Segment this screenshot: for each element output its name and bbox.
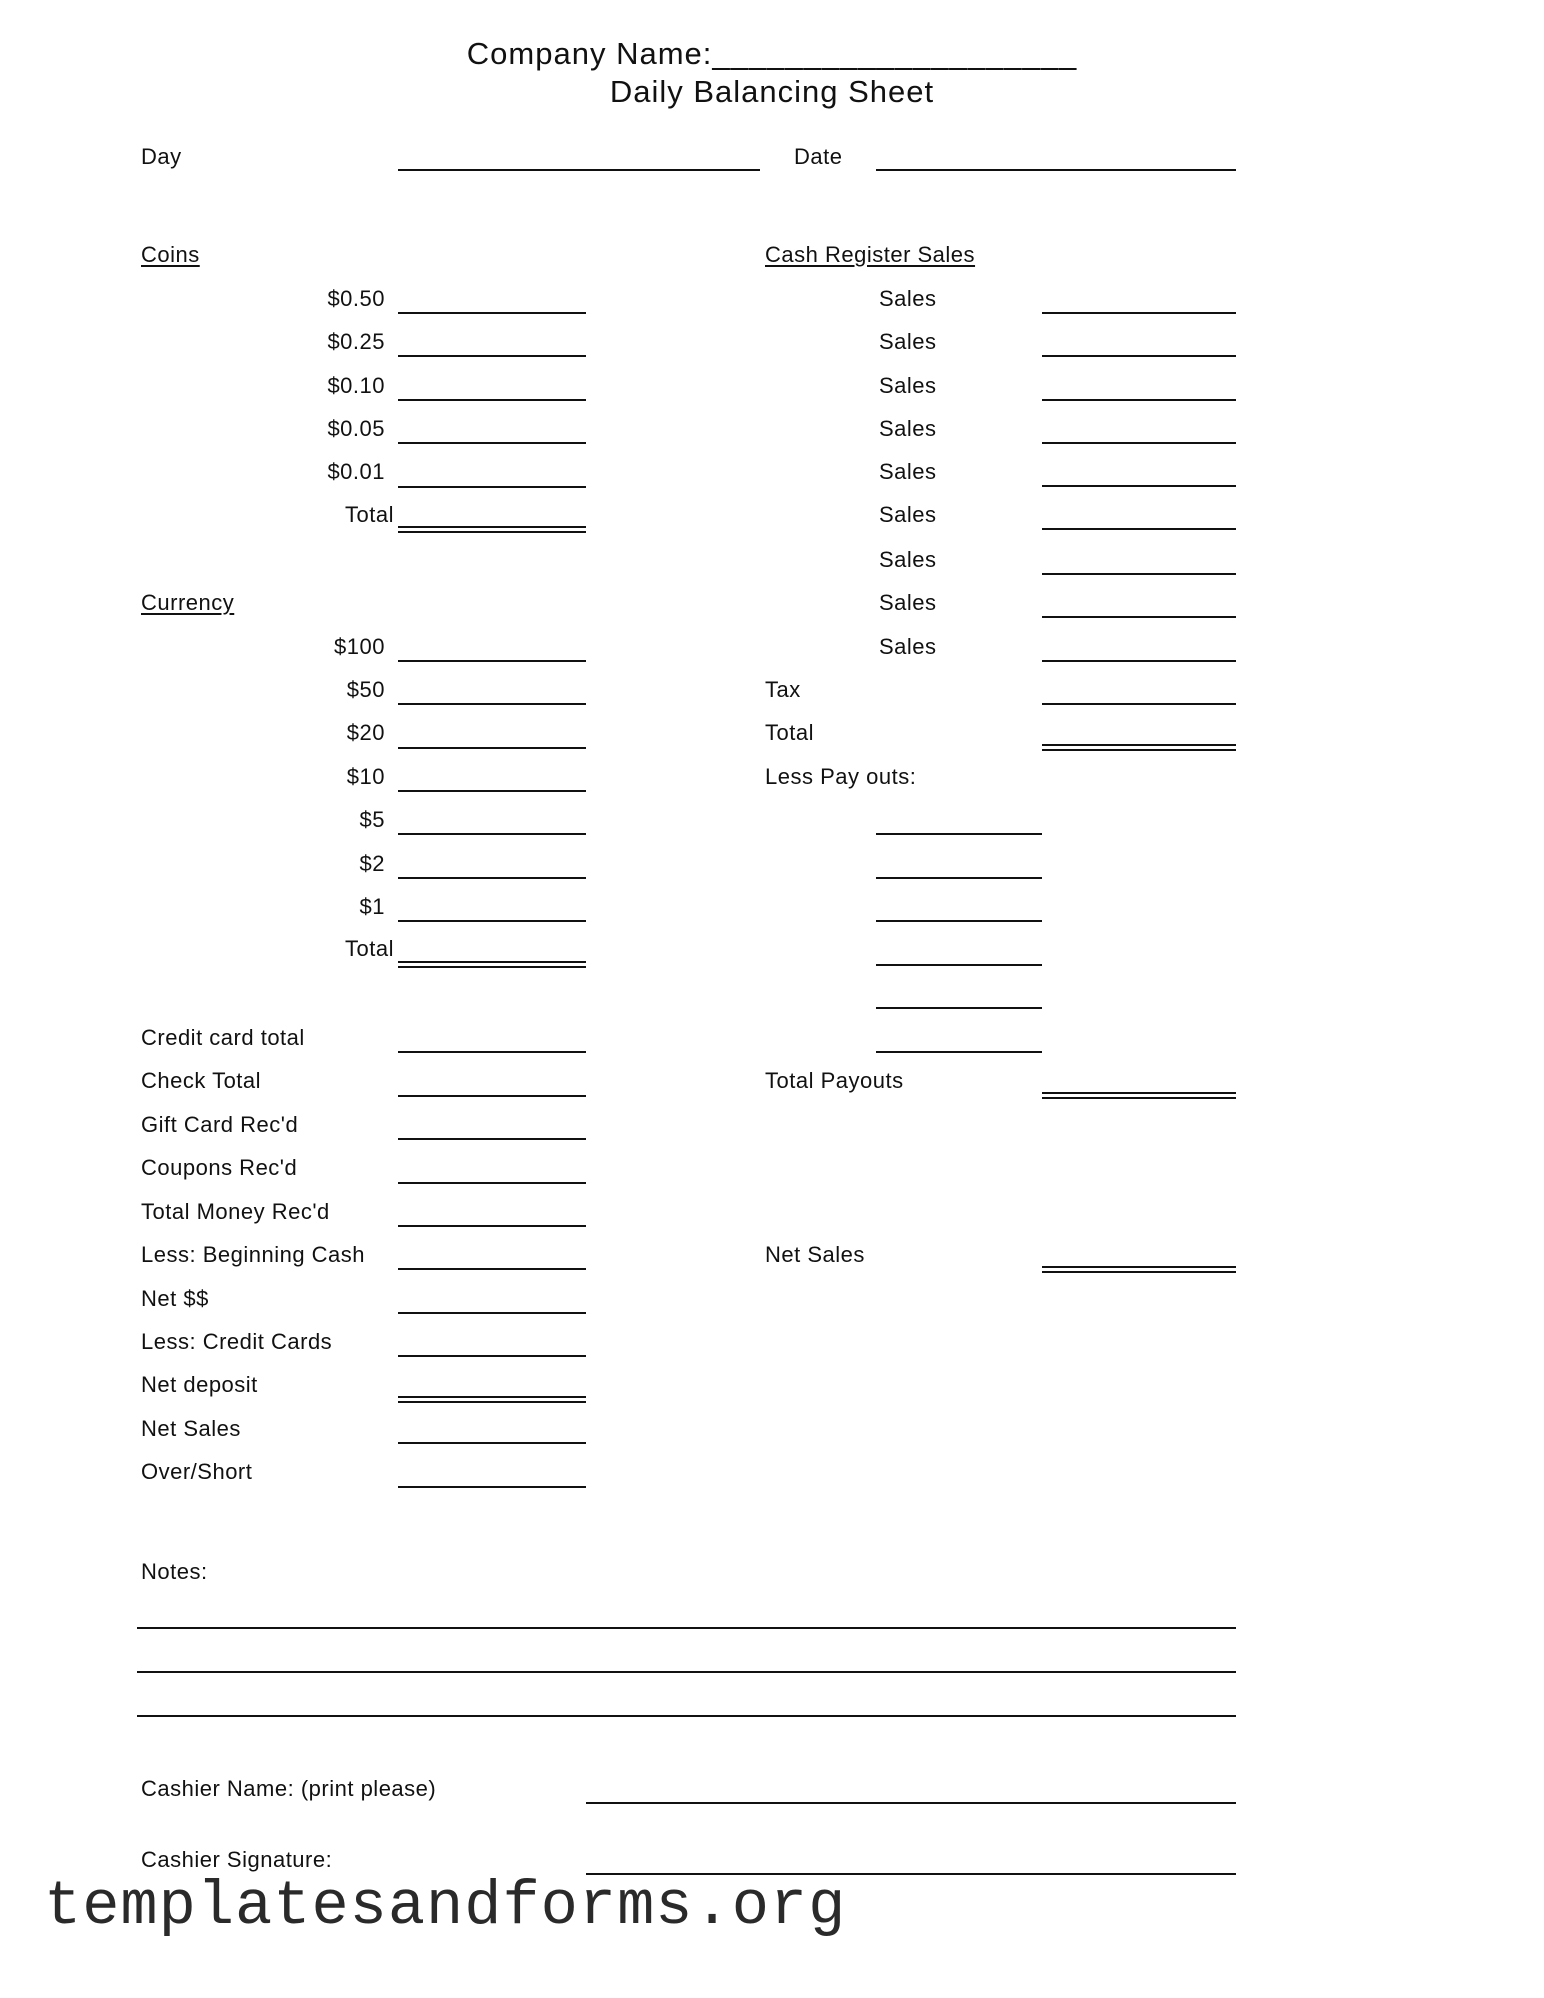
currency-amount-field[interactable] [398, 877, 586, 879]
company-name-heading: Company Name:____________________ [466, 36, 1078, 71]
net-sales-field[interactable] [1042, 1266, 1236, 1273]
watermark: templatesandforms.org [44, 1871, 847, 1942]
coin-denomination-label: $0.10 [327, 373, 385, 398]
sales-label: Sales [879, 416, 937, 441]
payout-field[interactable] [876, 833, 1042, 835]
sales-label: Sales [879, 329, 937, 354]
sales-label: Sales [879, 590, 937, 615]
currency-denomination-label: $2 [359, 851, 385, 876]
sales-field[interactable] [1042, 528, 1236, 530]
summary-label: Over/Short [141, 1459, 253, 1484]
notes-line[interactable] [137, 1627, 1236, 1629]
sales-label: Sales [879, 459, 937, 484]
currency-denomination-label: $1 [359, 894, 385, 919]
less-payouts-label: Less Pay outs: [765, 764, 917, 789]
coins-total-field[interactable] [398, 526, 586, 533]
summary-label: Coupons Rec'd [141, 1155, 298, 1180]
coin-denomination-label: $0.50 [327, 286, 385, 311]
currency-amount-field[interactable] [398, 833, 586, 835]
sales-label: Sales [879, 373, 937, 398]
payout-field[interactable] [876, 920, 1042, 922]
summary-label: Net Sales [141, 1416, 241, 1441]
sales-field[interactable] [1042, 399, 1236, 401]
summary-field[interactable] [398, 1051, 586, 1053]
day-label: Day [141, 144, 182, 169]
coin-amount-field[interactable] [398, 486, 586, 488]
sales-label: Sales [879, 547, 937, 572]
summary-field[interactable] [398, 1225, 586, 1227]
summary-label: Total Money Rec'd [141, 1199, 330, 1224]
currency-amount-field[interactable] [398, 747, 586, 749]
coins-heading: Coins [141, 242, 200, 267]
currency-total-field[interactable] [398, 961, 586, 968]
sales-field[interactable] [1042, 355, 1236, 357]
tax-field[interactable] [1042, 703, 1236, 705]
tax-label: Tax [765, 677, 801, 702]
sales-field[interactable] [1042, 485, 1236, 487]
currency-total-label: Total [345, 936, 394, 961]
summary-field[interactable] [398, 1312, 586, 1314]
currency-denomination-label: $5 [359, 807, 385, 832]
notes-line[interactable] [137, 1715, 1236, 1717]
net-sales-label: Net Sales [765, 1242, 865, 1267]
summary-field[interactable] [398, 1442, 586, 1444]
sales-label: Sales [879, 502, 937, 527]
cashier-name-label: Cashier Name: (print please) [141, 1776, 437, 1801]
payout-field[interactable] [876, 964, 1042, 966]
summary-field[interactable] [398, 1486, 586, 1488]
coin-amount-field[interactable] [398, 442, 586, 444]
sales-label: Sales [879, 634, 937, 659]
summary-label: Net $$ [141, 1286, 209, 1311]
currency-denomination-label: $50 [346, 677, 385, 702]
date-field[interactable] [876, 169, 1236, 171]
coins-total-label: Total [345, 502, 394, 527]
currency-amount-field[interactable] [398, 703, 586, 705]
notes-label: Notes: [141, 1559, 208, 1584]
summary-field[interactable] [398, 1095, 586, 1097]
coin-amount-field[interactable] [398, 312, 586, 314]
currency-denomination-label: $10 [346, 764, 385, 789]
summary-field[interactable] [398, 1138, 586, 1140]
net-deposit-field[interactable] [398, 1396, 586, 1403]
payout-field[interactable] [876, 877, 1042, 879]
summary-label: Check Total [141, 1068, 262, 1093]
sales-field[interactable] [1042, 442, 1236, 444]
summary-label: Less: Beginning Cash [141, 1242, 366, 1267]
summary-field[interactable] [398, 1355, 586, 1357]
sales-field[interactable] [1042, 312, 1236, 314]
sales-label: Sales [879, 286, 937, 311]
total-payouts-label: Total Payouts [765, 1068, 904, 1093]
currency-heading: Currency [141, 590, 235, 615]
coin-amount-field[interactable] [398, 399, 586, 401]
summary-field[interactable] [398, 1182, 586, 1184]
total-payouts-field[interactable] [1042, 1092, 1236, 1099]
sales-field[interactable] [1042, 660, 1236, 662]
summary-label: Gift Card Rec'd [141, 1112, 299, 1137]
payout-field[interactable] [876, 1051, 1042, 1053]
payout-field[interactable] [876, 1007, 1042, 1009]
summary-label: Net deposit [141, 1372, 258, 1397]
coin-denomination-label: $0.25 [327, 329, 385, 354]
register-total-field[interactable] [1042, 744, 1236, 751]
sales-field[interactable] [1042, 616, 1236, 618]
day-field[interactable] [398, 169, 760, 171]
coin-denomination-label: $0.05 [327, 416, 385, 441]
date-label: Date [794, 144, 843, 169]
coin-amount-field[interactable] [398, 355, 586, 357]
notes-line[interactable] [137, 1671, 1236, 1673]
currency-amount-field[interactable] [398, 660, 586, 662]
summary-label: Credit card total [141, 1025, 305, 1050]
register-total-label: Total [765, 720, 814, 745]
currency-denomination-label: $100 [334, 634, 385, 659]
coin-denomination-label: $0.01 [327, 459, 385, 484]
currency-denomination-label: $20 [346, 720, 385, 745]
summary-label: Less: Credit Cards [141, 1329, 333, 1354]
currency-amount-field[interactable] [398, 790, 586, 792]
currency-amount-field[interactable] [398, 920, 586, 922]
cashier-signature-label: Cashier Signature: [141, 1847, 333, 1872]
summary-field[interactable] [398, 1268, 586, 1270]
page-title: Daily Balancing Sheet [609, 74, 935, 109]
cashier-name-field[interactable] [586, 1802, 1236, 1804]
cash-register-sales-heading: Cash Register Sales [765, 242, 976, 267]
sales-field[interactable] [1042, 573, 1236, 575]
